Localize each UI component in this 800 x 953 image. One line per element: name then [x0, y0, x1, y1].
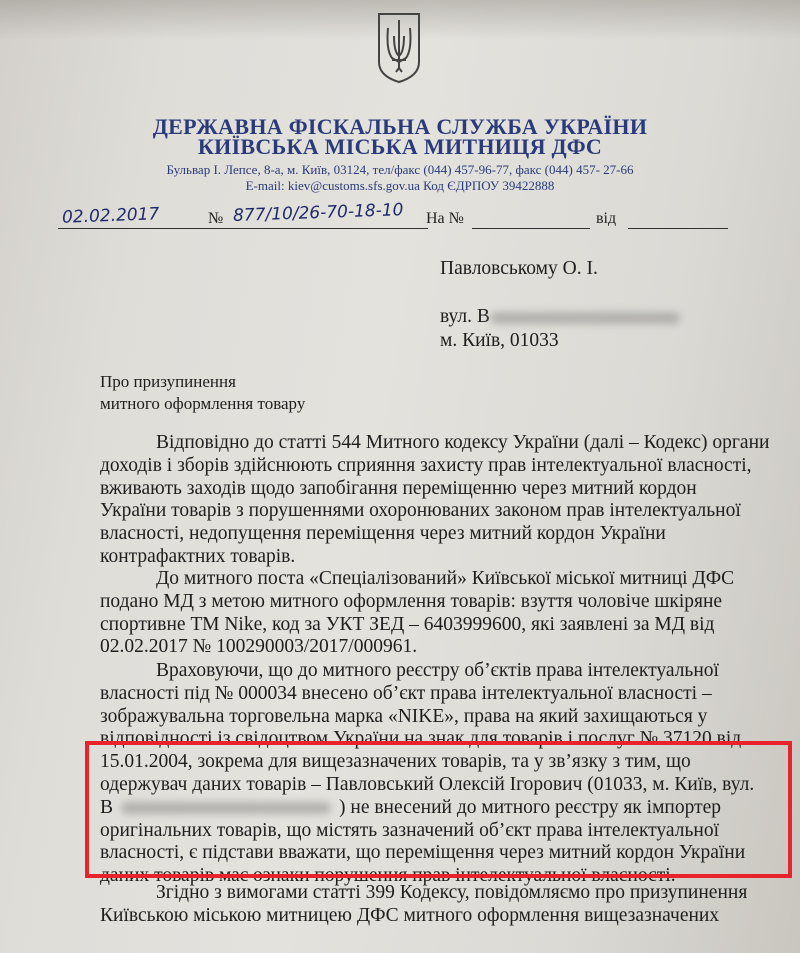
paragraph-line: контрафактних товарів.: [100, 545, 296, 567]
org-name-line2: КИЇВСЬКА МІСЬКА МИТНИЦЯ ДФС: [197, 134, 603, 159]
org-contacts: E-mail: kiev@customs.sfs.gov.ua Код ЄДРПОУ 39422888: [245, 178, 555, 193]
paragraph-line: 15.01.2004, зокрема для вищезазначених товарів, та у зв’язку з тим, що: [100, 751, 691, 773]
street-initial: В: [100, 796, 114, 818]
subject-line1: Про призупинення: [100, 372, 236, 391]
paragraph-line: доходів і зборів здійснюють сприяння захисту прав інтелектуальної власності,: [100, 454, 752, 476]
paragraph-line: власності під № 000034 внесено об’єкт права інтелектуальної власності –: [100, 682, 712, 704]
number-label: №: [208, 210, 224, 227]
street-prefix: вул. В: [440, 306, 490, 327]
date-from-label: від: [596, 210, 617, 227]
recipient-name: Павловському О. І.: [440, 258, 598, 279]
paragraph-4: [100, 882, 780, 928]
reference-line: [58, 200, 738, 232]
paragraph-line: оригінальних товарів, що містять зазначений об’єкт права інтелектуальної: [100, 819, 719, 841]
street-tail: ) не внесений до митного реєстру як імпортер: [339, 796, 722, 818]
paragraph-line: Враховуючи, що до митного реєстру об’єктів права інтелектуальної: [156, 660, 719, 681]
paragraph-1: [100, 432, 780, 569]
paragraph-line: даних товарів має ознаки порушення прав інтелектуальної власності.: [100, 865, 676, 887]
paragraph-line: власності, недопущення переміщення через митний кордон України: [100, 523, 666, 545]
incoming-number-label: На №: [426, 210, 464, 227]
paragraph-line: До митного поста «Спеціалізований» Київської міської митниці ДФС: [156, 568, 735, 589]
handwritten-reference-number: 877/10/26-70-18-10: [232, 200, 404, 227]
incoming-number-blank: [472, 210, 590, 229]
paragraph-line: одержувач даних товарів – Павловський Олексій Ігорович (01033, м. Київ, вул.: [100, 773, 755, 795]
paragraph-line: відповідності із свідоцтвом України на знак для товарів і послуг № 37120 від: [100, 728, 742, 750]
paragraph-line: спортивне ТМ Nike, код за УКТ ЗЕД – 6403999600, які заявлені за МД від: [100, 613, 715, 635]
paragraph-line: 02.02.2017 № 100290003/2017/000961.: [100, 636, 418, 658]
paragraph-2: [100, 568, 780, 659]
paragraph-line: Відповідно до статті 544 Митного кодексу України (далі – Кодекс) органи: [156, 432, 770, 453]
recipient-city: м. Київ, 01033: [440, 330, 559, 351]
date-from-blank: [628, 210, 728, 229]
trident-emblem-icon: [374, 10, 424, 84]
paragraph-line: власності, є підстави вважати, що переміщення через митний кордон України: [100, 842, 746, 864]
recipient-street: [440, 306, 680, 328]
highlight-box: [85, 741, 792, 878]
subject-line2: митного оформлення товару: [100, 394, 306, 413]
handwritten-date: 02.02.2017: [61, 204, 160, 228]
paragraph-line: подано МД з метою митного оформлення товарів: взуття чоловіче шкіряне: [100, 590, 723, 612]
reference-underline: [58, 228, 428, 229]
paragraph-line: зображувальна торговельна марка «NIKE», права на який захищаються у: [100, 705, 708, 727]
paragraph-line: Київською міською митницею ДФС митного оформлення вищезазначених: [100, 904, 720, 926]
paragraph-line: вживають заходів щодо запобігання переміщенню через митний кордон: [100, 477, 697, 499]
org-name-line1: ДЕРЖАВНА ФІСКАЛЬНА СЛУЖБА УКРАЇНИ: [152, 114, 648, 139]
paragraph-line: України товарів з порушеннями охоронюваних законом прав інтелектуальної: [100, 500, 741, 522]
org-address: Бульвар І. Лепсе, 8-а, м. Київ, 03124, тел/факс (044) 457-96-77, факс (044) 457- 27-66: [166, 162, 634, 177]
paragraph-line: Згідно з вимогами статті 399 Кодексу, повідомляємо про призупинення: [156, 882, 748, 903]
redacted-street: [490, 312, 680, 324]
